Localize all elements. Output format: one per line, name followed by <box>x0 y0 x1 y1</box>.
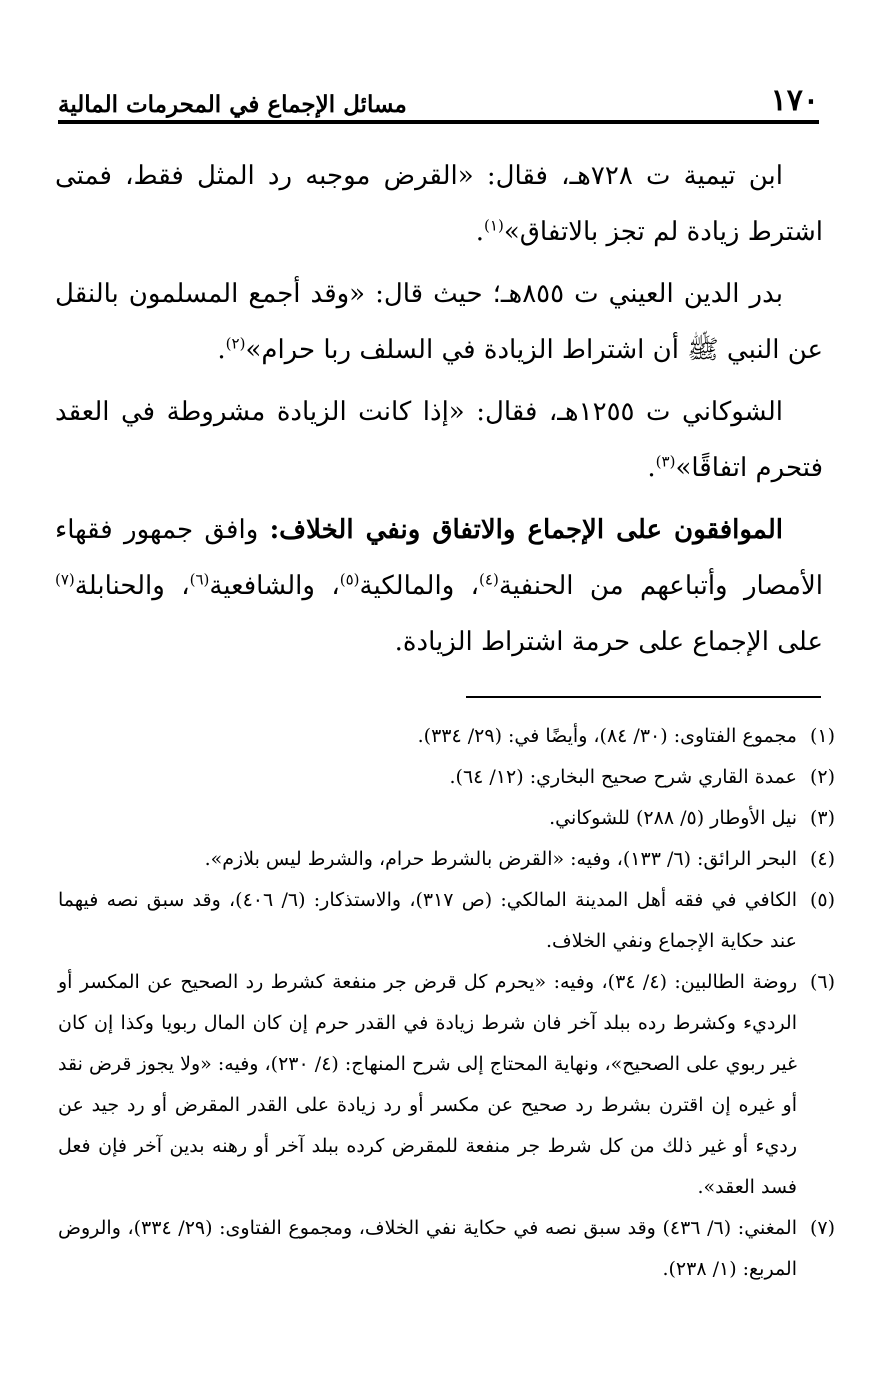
footnote-1 <box>58 716 835 757</box>
footnote-ref: (٦) <box>189 570 210 589</box>
footnote-number: (٧) <box>809 1217 835 1239</box>
main-text <box>55 148 823 676</box>
footnote-ref: (٣) <box>655 452 676 471</box>
paragraph-text: الشوكاني ت ١٢٥٥هـ، فقال: «إذا كانت الزيادة مشروطة في العقد فتحرم اتفاقًا» <box>55 397 823 483</box>
paragraph-text: على الإجماع على حرمة اشتراط الزيادة. <box>394 627 823 657</box>
paragraph-al-ayni <box>55 266 823 378</box>
paragraph-agreement <box>55 502 823 670</box>
section-lead: الموافقون على الإجماع والاتفاق ونفي الخلاف: <box>269 515 783 545</box>
paragraph-al-shawkani <box>55 384 823 496</box>
footnote-number: (٢) <box>809 766 835 788</box>
footnote-5 <box>58 880 835 962</box>
paragraph-text: ، والمالكية <box>359 571 480 601</box>
header-rule <box>58 120 819 124</box>
footnote-7 <box>58 1208 835 1290</box>
footnote-6 <box>58 962 835 1208</box>
footnote-ref: (٧) <box>55 570 75 589</box>
footnote-text: نيل الأوطار (٥/ ٢٨٨) للشوكاني. <box>549 807 797 829</box>
paragraph-end: . <box>475 217 485 247</box>
footnote-4 <box>58 839 835 880</box>
paragraph-text: بدر الدين العيني ت ٨٥٥هـ؛ حيث قال: «وقد أجمع المسلمون بالنقل عن النبي ﷺ أن اشتراط الزيادة في السلف ربا حرام» <box>55 279 823 365</box>
footnote-ref: (٤) <box>479 570 499 589</box>
running-title: مسائل الإجماع في المحرمات المالية <box>58 91 407 118</box>
footnote-number: (٥) <box>809 889 835 911</box>
footnote-text: البحر الرائق: (٦/ ١٣٣)، وفيه: «القرض بالشرط حرام، والشرط ليس بلازم». <box>204 848 797 870</box>
paragraph-text: ابن تيمية ت ٧٢٨هـ، فقال: «القرض موجبه رد المثل فقط، فمتى اشترط زيادة لم تجز بالاتفاق» <box>55 161 823 247</box>
footnote-number: (٣) <box>809 807 835 829</box>
footnote-text: عمدة القاري شرح صحيح البخاري: (١٢/ ٦٤). <box>449 766 797 788</box>
paragraph-end: . <box>647 453 656 483</box>
footnote-3 <box>58 798 835 839</box>
paragraph-text: ، والشافعية <box>209 571 340 601</box>
page-header <box>58 70 819 116</box>
footnote-number: (١) <box>809 725 835 747</box>
footnote-text: مجموع الفتاوى: (٣٠/ ٨٤)، وأيضًا في: (٢٩/ ٣٣٤). <box>417 725 797 747</box>
footnote-text: المغني: (٦/ ٤٣٦) وقد سبق نصه في حكاية نفي الخلاف، ومجموع الفتاوى: (٢٩/ ٣٣٤)، والروض المربع: (١/ ٢٣٨). <box>58 1217 797 1280</box>
paragraph-ibn-taymiyyah <box>55 148 823 260</box>
footnote-text: الكافي في فقه أهل المدينة المالكي: (ص ٣١٧)، والاستذكار: (٦/ ٤٠٦)، وقد سبق نصه فيهما عند حكاية الإجماع ونفي الخلاف. <box>58 889 797 952</box>
page-number: ١٧٠ <box>770 83 819 118</box>
paragraph-text: ، والحنابلة <box>74 571 190 601</box>
footnote-2 <box>58 757 835 798</box>
footnote-text: روضة الطالبين: (٤/ ٣٤)، وفيه: «يحرم كل قرض جر منفعة كشرط رد الصحيح عن المكسر أو الرديء وكشرط رده ببلد آخر فان شرط زيادة في القدر حرم إن كان المال ربويا وكذا إن كان غير ربوي على الصحيح»، ونهاية المحتاج إلى شرح المنهاج: (٤/ ٢٣٠)، وفيه: «ولا يجوز قرض نقد أو غيره إن اقترن بشرط رد صحيح عن مكسر أو رد زيادة على القدر المقرض أو رد جيد عن رديء أو غير ذلك من كل شرط جر منفعة للمقرض كرده ببلد آخر أو رهنه بدين آخر فإن فعل فسد العقد». <box>58 971 798 1198</box>
footnote-number: (٦) <box>809 971 835 993</box>
paragraph-text: وافق جمهور فقهاء الأمصار وأتباعهم من الحنفية <box>55 515 823 601</box>
footnote-ref: (٢) <box>225 334 246 353</box>
footnote-number: (٤) <box>809 848 835 870</box>
footnote-ref: (٥) <box>339 570 360 589</box>
footnotes <box>58 716 835 1290</box>
paragraph-end: . <box>217 335 226 365</box>
footnote-separator <box>466 696 821 698</box>
footnote-ref: (١) <box>484 216 504 235</box>
